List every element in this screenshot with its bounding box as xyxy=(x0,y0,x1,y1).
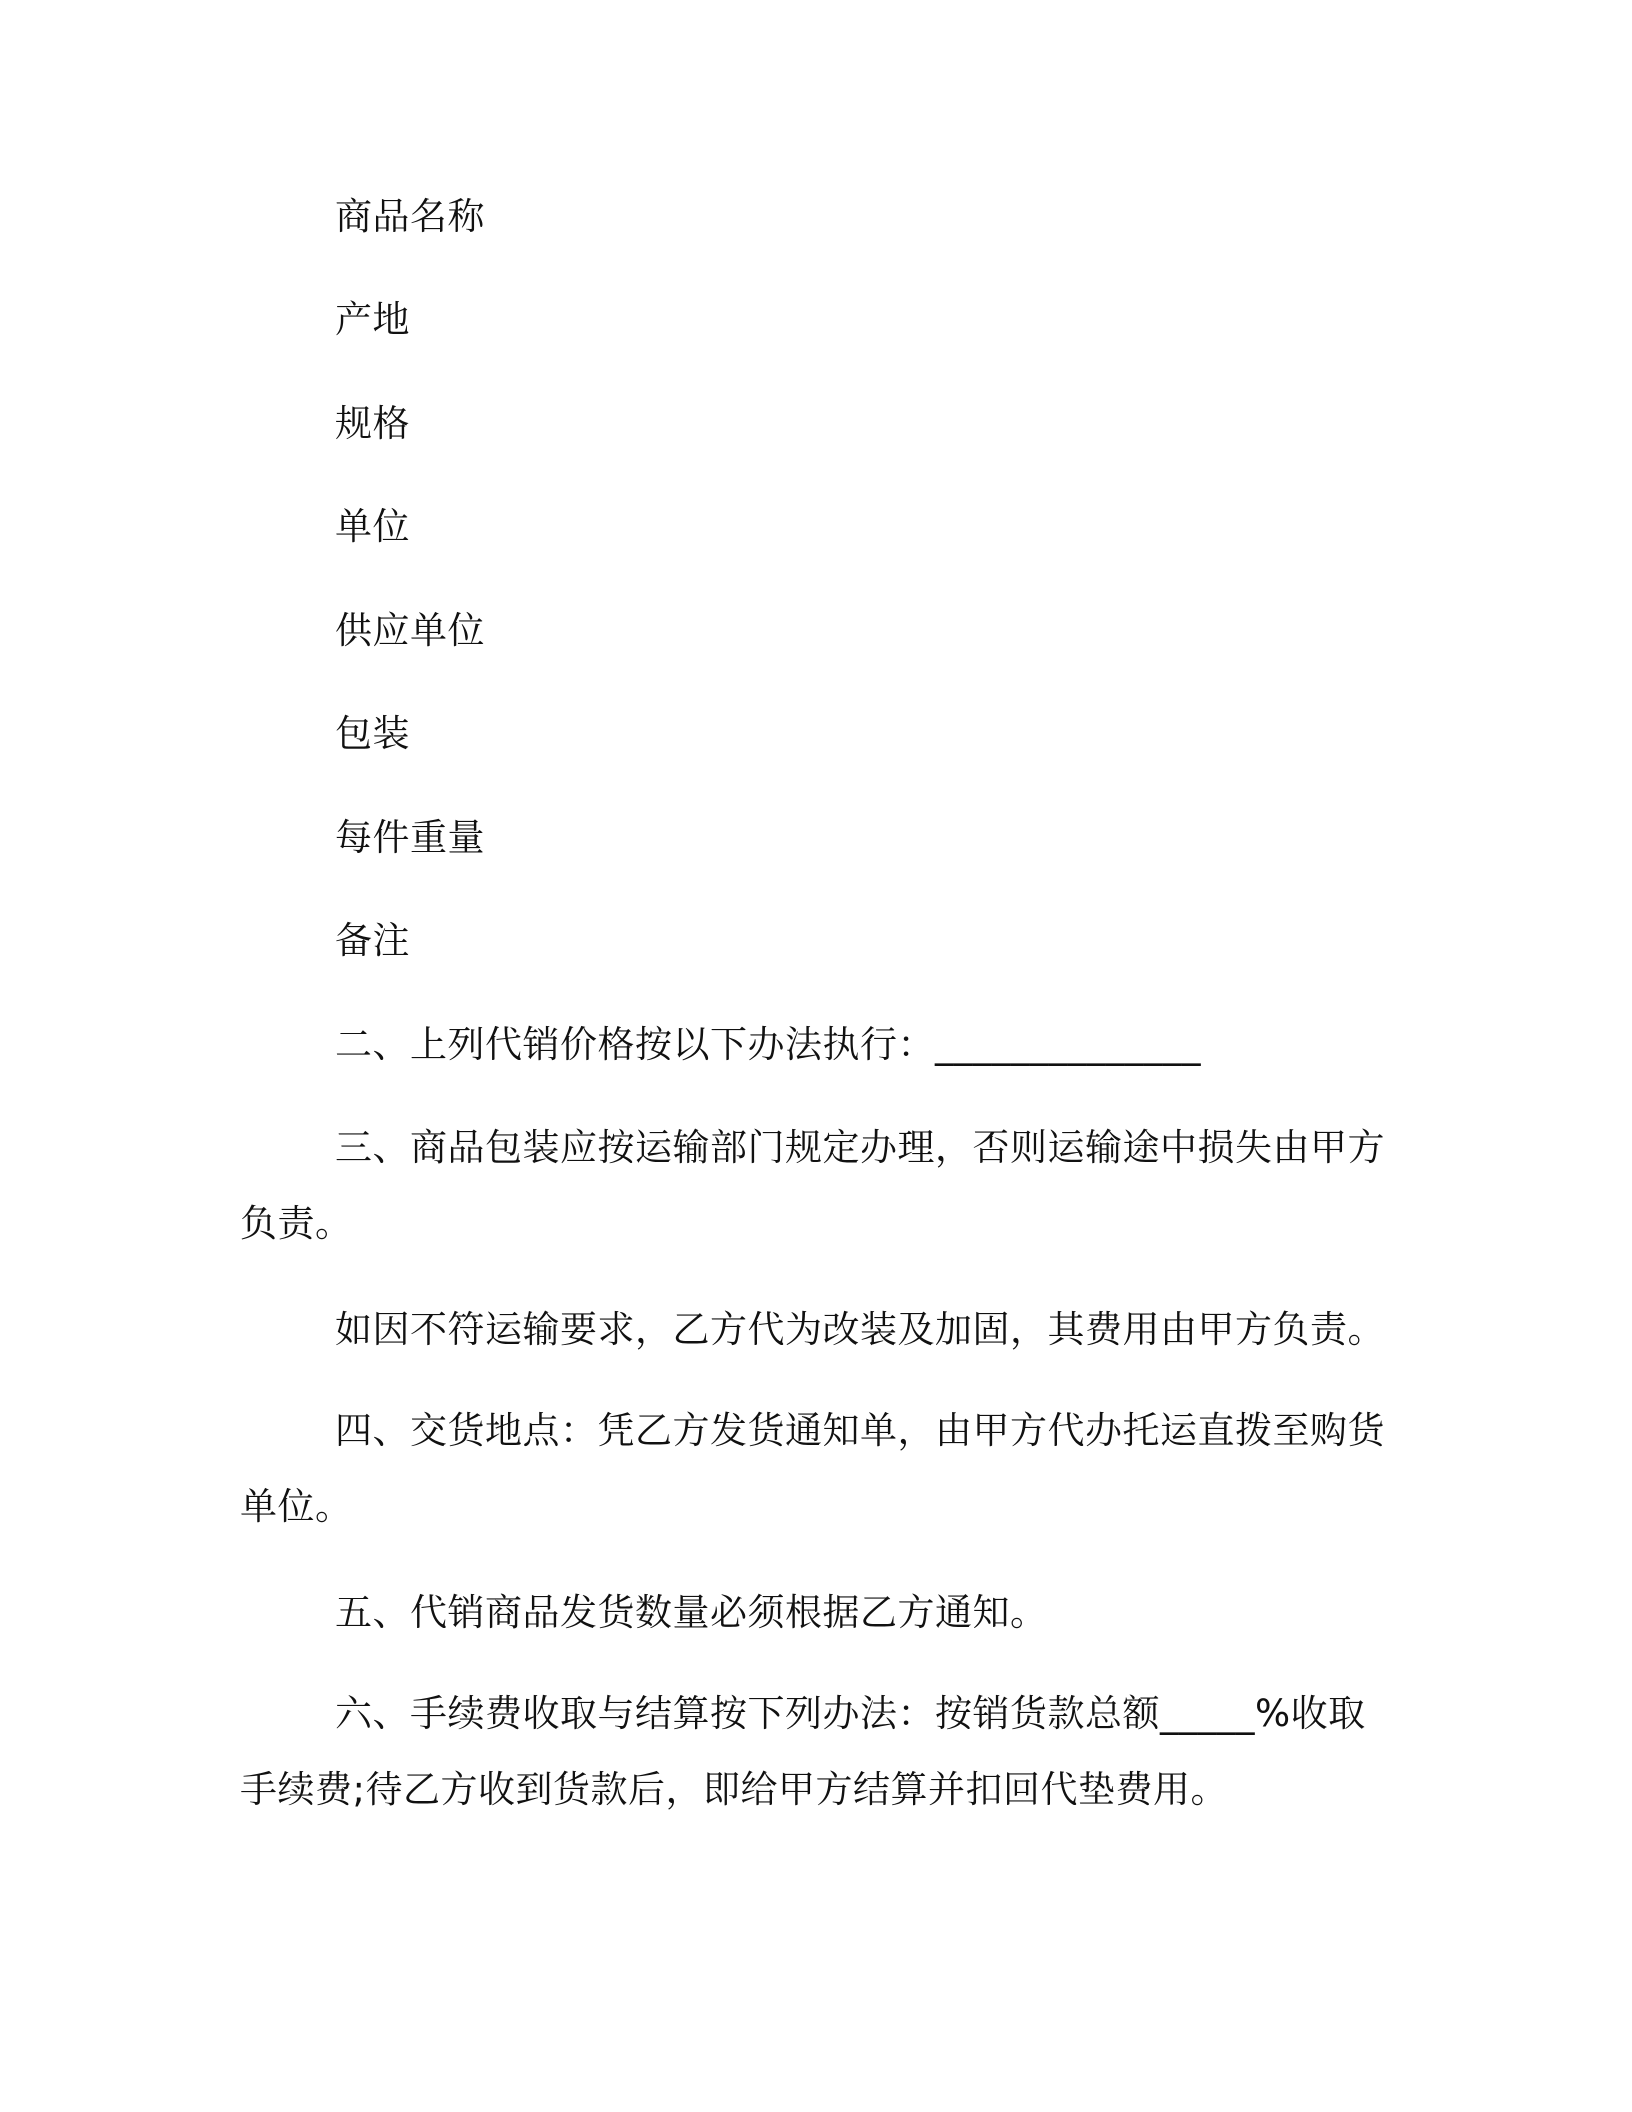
field-packaging: 包装 xyxy=(335,712,410,755)
clause-4-line-1: 四、交货地点：凭乙方发货通知单，由甲方代办托运直拨至购货 xyxy=(335,1409,1385,1452)
clause-4-line-2: 单位。 xyxy=(240,1485,353,1528)
clause-2: 二、上列代销价格按以下办法执行：______________ xyxy=(335,1023,1201,1066)
clause-5: 五、代销商品发货数量必须根据乙方通知。 xyxy=(335,1591,1048,1634)
field-origin: 产地 xyxy=(335,298,410,341)
clause-6-line-1: 六、手续费收取与结算按下列办法：按销货款总额_____%收取 xyxy=(335,1692,1366,1735)
field-weight-per-piece: 每件重量 xyxy=(335,816,485,859)
clause-6-line-2: 手续费;待乙方收到货款后，即给甲方结算并扣回代垫费用。 xyxy=(240,1768,1228,1811)
clause-3-extra: 如因不符运输要求，乙方代为改装及加固，其费用由甲方负责。 xyxy=(335,1308,1385,1351)
clause-3-line-1: 三、商品包装应按运输部门规定办理，否则运输途中损失由甲方 xyxy=(335,1126,1385,1169)
field-product-name: 商品名称 xyxy=(335,195,485,238)
field-unit: 单位 xyxy=(335,505,410,548)
clause-3-line-2: 负责。 xyxy=(240,1202,353,1245)
field-specification: 规格 xyxy=(335,402,410,445)
field-supplier: 供应单位 xyxy=(335,609,485,652)
field-remarks: 备注 xyxy=(335,919,410,962)
